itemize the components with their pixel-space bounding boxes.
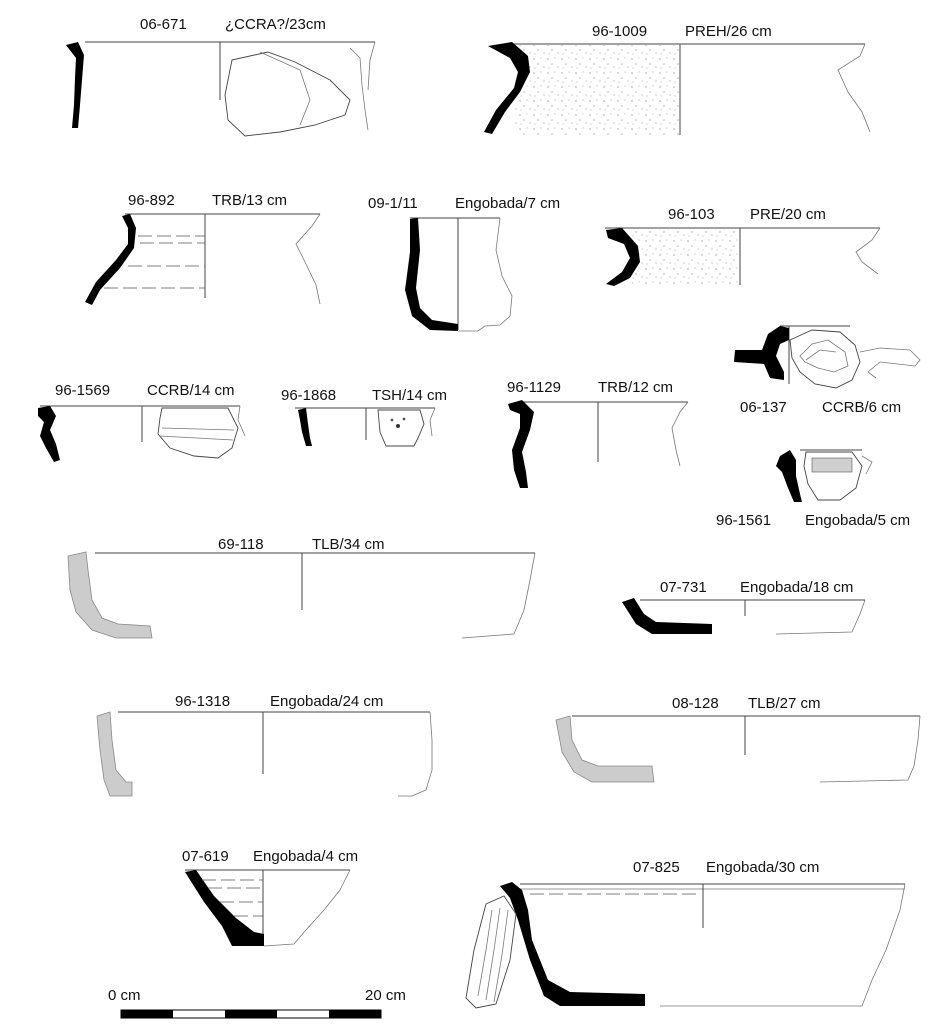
sherd-desc: TLB/34 cm — [312, 536, 385, 553]
scale-end-label: 20 cm — [365, 987, 406, 1004]
sherd-desc: Engobada/18 cm — [740, 579, 854, 596]
sherd-desc: Engobada/4 cm — [253, 848, 359, 865]
sherd-96-1569 — [38, 382, 245, 462]
sherd-desc: PRE/20 cm — [750, 206, 826, 223]
sherd-id: 08-128 — [672, 695, 719, 712]
sherd-id: 06-671 — [140, 16, 187, 33]
sherd-96-1868 — [281, 387, 447, 446]
sherd-desc: CCRB/6 cm — [822, 399, 902, 416]
sherd-id: 07-825 — [633, 859, 680, 876]
sherd-id: 06-137 — [740, 399, 787, 416]
sherd-desc: CCRB/14 cm — [147, 382, 235, 399]
sherd-id: 96-103 — [668, 206, 715, 223]
sherd-desc: PREH/26 cm — [685, 23, 772, 40]
sherd-desc: Engobada/30 cm — [706, 859, 820, 876]
sherd-desc: Engobada/5 cm — [805, 512, 911, 529]
sherd-06-671 — [66, 16, 375, 136]
sherd-desc: TSH/14 cm — [372, 387, 448, 404]
sherd-desc: ¿CCRA?/23cm — [225, 16, 326, 33]
sherd-id: 69-118 — [218, 536, 264, 553]
sherd-id: 96-892 — [128, 192, 175, 209]
sherd-09-1-11 — [368, 195, 560, 331]
sherd-id: 09-1/11 — [368, 195, 418, 212]
sherd-96-1318 — [97, 693, 432, 796]
sherd-07-825 — [466, 859, 905, 1008]
sherd-96-103 — [605, 206, 880, 286]
sherd-id: 07-619 — [182, 848, 229, 865]
sherd-07-731 — [622, 579, 865, 634]
sherd-id: 96-1561 — [716, 512, 772, 529]
sherd-08-128 — [556, 695, 920, 782]
sherd-desc: Engobada/24 cm — [270, 693, 384, 710]
sherd-desc: Engobada/7 cm — [455, 195, 561, 212]
sherd-96-1129 — [507, 379, 688, 488]
sherd-id: 96-1318 — [175, 693, 231, 710]
sherd-id: 96-1868 — [281, 387, 337, 404]
sherd-id: 96-1129 — [507, 379, 561, 396]
sherd-desc: TLB/27 cm — [748, 695, 821, 712]
sherd-07-619 — [182, 848, 358, 946]
sherd-desc: TRB/13 cm — [212, 192, 288, 209]
scale-bar — [108, 987, 406, 1018]
sherd-96-1009 — [484, 23, 870, 135]
sherd-69-118 — [68, 536, 535, 638]
sherd-96-892 — [85, 192, 320, 305]
sherd-06-137 — [734, 326, 920, 416]
sherd-id: 96-1569 — [55, 382, 111, 399]
sherd-id: 07-731 — [660, 579, 707, 596]
scale-start-label: 0 cm — [108, 987, 141, 1004]
sherd-id: 96-1009 — [592, 23, 648, 40]
sherd-desc: TRB/12 cm — [598, 379, 674, 396]
sherd-96-1561 — [716, 450, 910, 529]
